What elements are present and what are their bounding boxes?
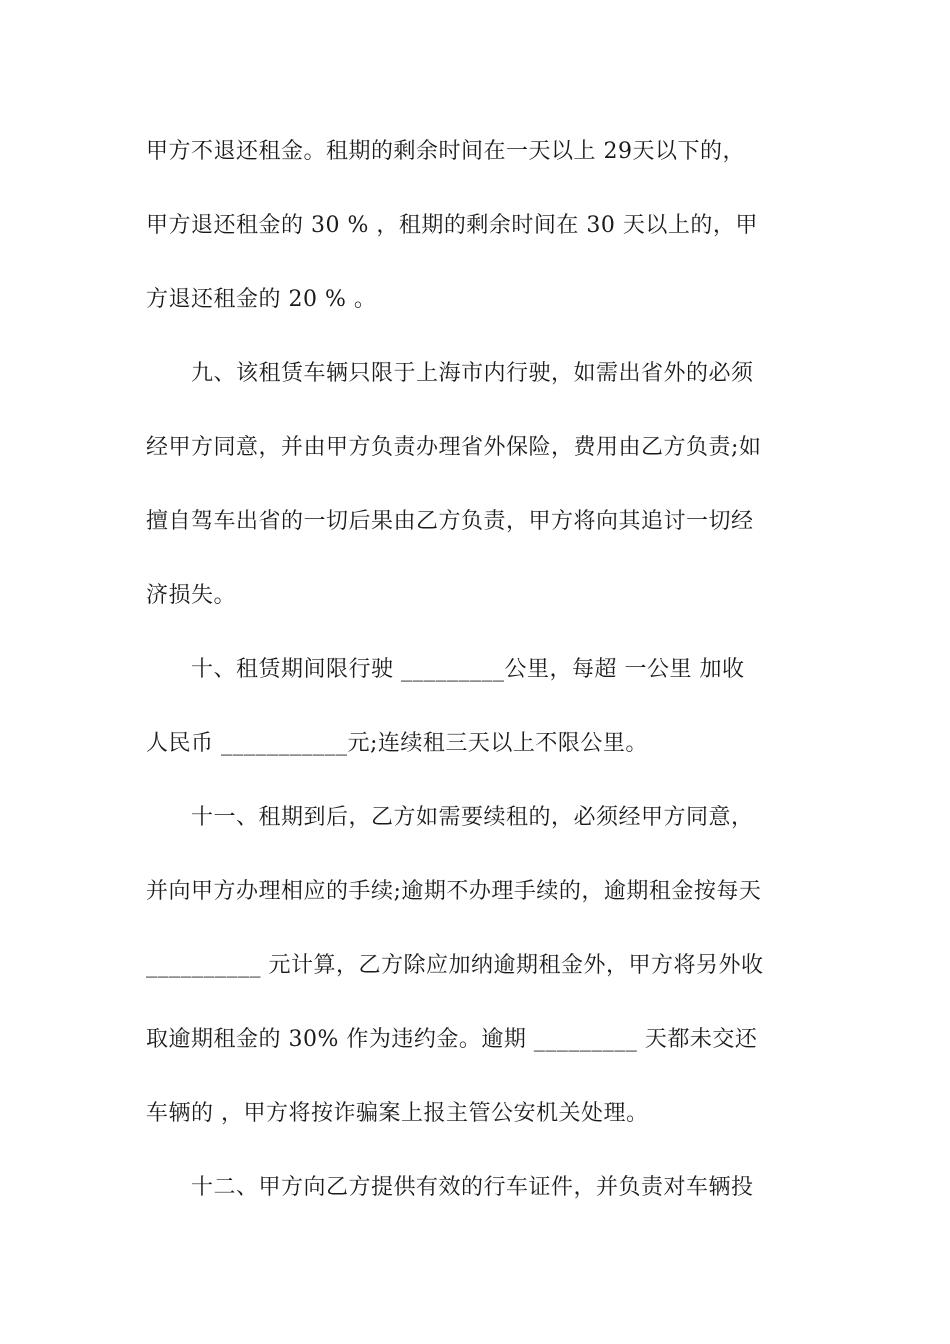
text-line: 经甲方同意，并由甲方负责办理省外保险，费用由乙方负责;如 bbox=[146, 435, 762, 460]
text-line: 十二、甲方向乙方提供有效的行车证件，并负责对车辆投 bbox=[146, 1175, 754, 1200]
text-line: 济损失。 bbox=[146, 583, 237, 608]
text-line: 十、租赁期间限行驶 _________公里，每超 一公里 加收 bbox=[146, 657, 745, 682]
text-line: 甲方不退还租金。租期的剩余时间在一天以上 29天以下的， bbox=[146, 139, 745, 164]
text-line: 并向甲方办理相应的手续;逾期不办理手续的，逾期租金按每天 bbox=[146, 879, 762, 904]
text-line: __________ 元计算，乙方除应加纳逾期租金外，甲方将另外收 bbox=[146, 953, 764, 978]
text-line: 九、该租赁车辆只限于上海市内行驶，如需出省外的必须 bbox=[146, 361, 754, 386]
text-line: 车辆的 ，甲方将按诈骗案上报主管公安机关处理。 bbox=[146, 1101, 649, 1126]
text-line: 人民币 ___________元;连续租三天以上不限公里。 bbox=[146, 731, 648, 756]
text-line: 取逾期租金的 30% 作为违约金。逾期 _________ 天都未交还 bbox=[146, 1027, 758, 1052]
text-line: 擅自驾车出省的一切后果由乙方负责，甲方将向其追讨一切经 bbox=[146, 509, 754, 534]
text-line: 十一、租期到后，乙方如需要续租的，必须经甲方同意， bbox=[146, 805, 754, 830]
text-line: 甲方退还租金的 30 % ，租期的剩余时间在 30 天以上的，甲 bbox=[146, 213, 758, 238]
text-line: 方退还租金的 20 % 。 bbox=[146, 287, 377, 312]
